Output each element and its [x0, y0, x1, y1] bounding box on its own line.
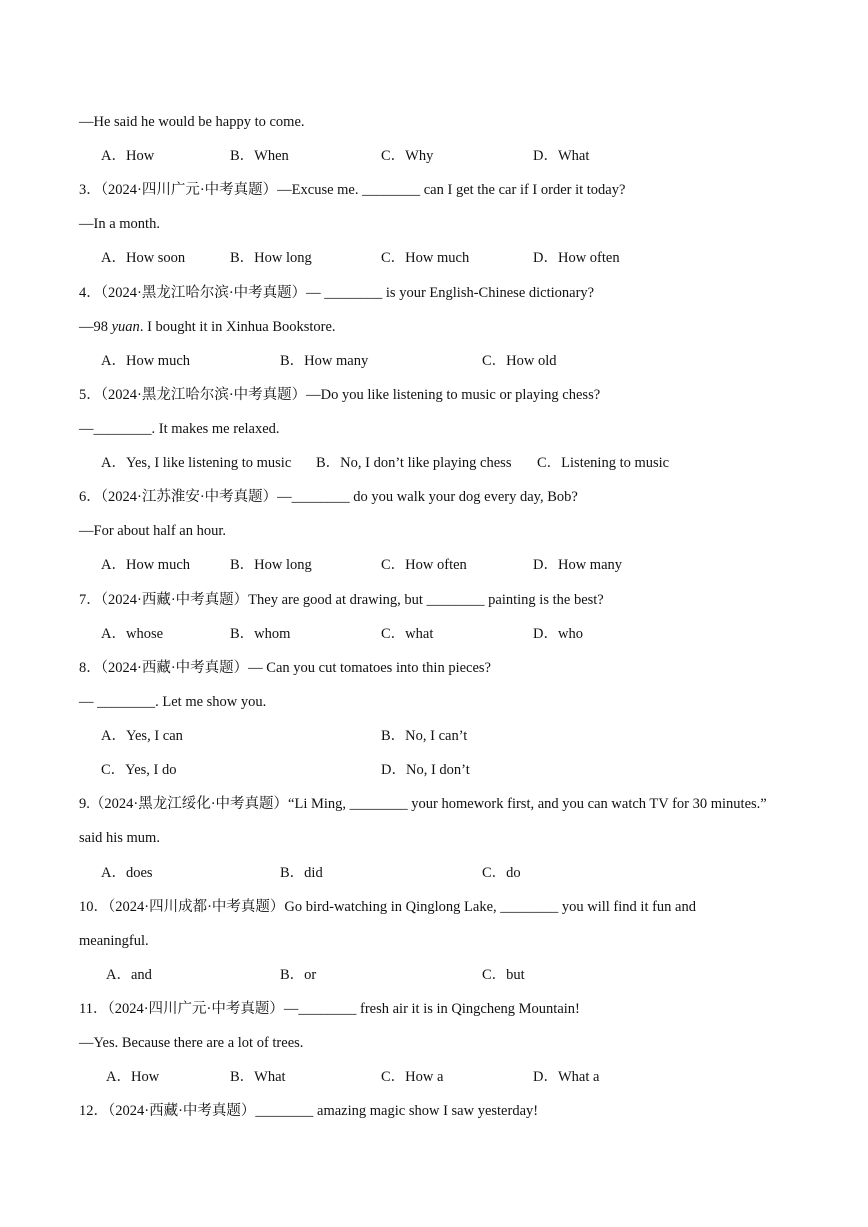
q3-stem: 3．（2024·四川广元·中考真题）—Excuse me. ________ can I get the car if I order it today? [79, 182, 626, 198]
q4-option-a: A．How much [101, 353, 191, 369]
q6-option-a: A．How much [101, 557, 191, 573]
q11-option-b: B．What [230, 1069, 286, 1085]
q2-option-b: B．When [230, 148, 289, 164]
q8-option-b: B．No, I can’t [381, 728, 468, 744]
q10-stem-cont: meaningful. [79, 933, 149, 949]
q3-response: —In a month. [79, 216, 160, 232]
q9-option-c: C．do [482, 865, 521, 881]
q3-option-a: A．How soon [101, 250, 186, 266]
q4-option-b: B．How many [280, 353, 369, 369]
q5-response: —________. It makes me relaxed. [79, 421, 280, 437]
q11-response: —Yes. Because there are a lot of trees. [79, 1035, 304, 1051]
q11-stem: 11．（2024·四川广元·中考真题）—________ fresh air it is in Qingcheng Mountain! [79, 1001, 580, 1017]
q9-option-a: A．does [101, 865, 153, 881]
q3-option-c: C．How much [381, 250, 470, 266]
q7-option-a: A．whose [101, 626, 164, 642]
q5-option-c: C．Listening to music [537, 455, 670, 471]
q11-option-c: C．How a [381, 1069, 444, 1085]
q6-option-b: B．How long [230, 557, 312, 573]
q4-stem: 4．（2024·黑龙江哈尔滨·中考真题）— ________ is your English-Chinese dictionary? [79, 285, 595, 301]
q5-option-b: B．No, I don’t like playing chess [316, 455, 512, 471]
q6-option-d: D．How many [533, 557, 623, 573]
q3-option-d: D．How often [533, 250, 620, 266]
q8-option-a: A．Yes, I can [101, 728, 183, 744]
q10-option-b: B．or [280, 967, 317, 983]
q6-option-c: C．How often [381, 557, 467, 573]
q2-option-a: A．How [101, 148, 155, 164]
q10-option-c: C．but [482, 967, 525, 983]
q9-stem: 9.（2024·黑龙江绥化·中考真题）“Li Ming, ________ your homework first, and you can watch TV for 30 minutes.” [79, 796, 767, 812]
q11-option-a: A．How [106, 1069, 160, 1085]
q2-option-d: D．What [533, 148, 590, 164]
q4-option-c: C．How old [482, 353, 557, 369]
q9-stem-cont: said his mum. [79, 830, 160, 846]
q6-response: —For about half an hour. [79, 523, 226, 539]
q7-option-b: B．whom [230, 626, 291, 642]
q3-option-b: B．How long [230, 250, 312, 266]
q7-option-c: C．what [381, 626, 434, 642]
q10-stem: 10．（2024·四川成都·中考真题）Go bird-watching in Qinglong Lake, ________ you will find it fun and [79, 899, 696, 915]
q12-stem: 12．（2024·西藏·中考真题）________ amazing magic show I saw yesterday! [79, 1103, 539, 1119]
q6-stem: 6．（2024·江苏淮安·中考真题）—________ do you walk your dog every day, Bob? [79, 489, 578, 505]
q4-response: —98 yuan. I bought it in Xinhua Bookstore. [79, 319, 336, 335]
q11-option-d: D．What a [533, 1069, 600, 1085]
q10-option-a: A．and [106, 967, 152, 983]
q8-option-d: D．No, I don’t [381, 762, 470, 778]
q8-option-c: C．Yes, I do [101, 762, 177, 778]
q7-stem: 7．（2024·西藏·中考真题）They are good at drawing, but ________ painting is the best? [79, 592, 604, 608]
q2-option-c: C．Why [381, 148, 434, 164]
q5-option-a: A．Yes, I like listening to music [101, 455, 292, 471]
q8-stem: 8．（2024·西藏·中考真题）— Can you cut tomatoes into thin pieces? [79, 660, 491, 676]
q2-response: —He said he would be happy to come. [79, 114, 305, 130]
q8-response: — ________. Let me show you. [79, 694, 267, 710]
q5-stem: 5．（2024·黑龙江哈尔滨·中考真题）—Do you like listening to music or playing chess? [79, 387, 601, 403]
q9-option-b: B．did [280, 865, 323, 881]
q7-option-d: D．who [533, 626, 583, 642]
